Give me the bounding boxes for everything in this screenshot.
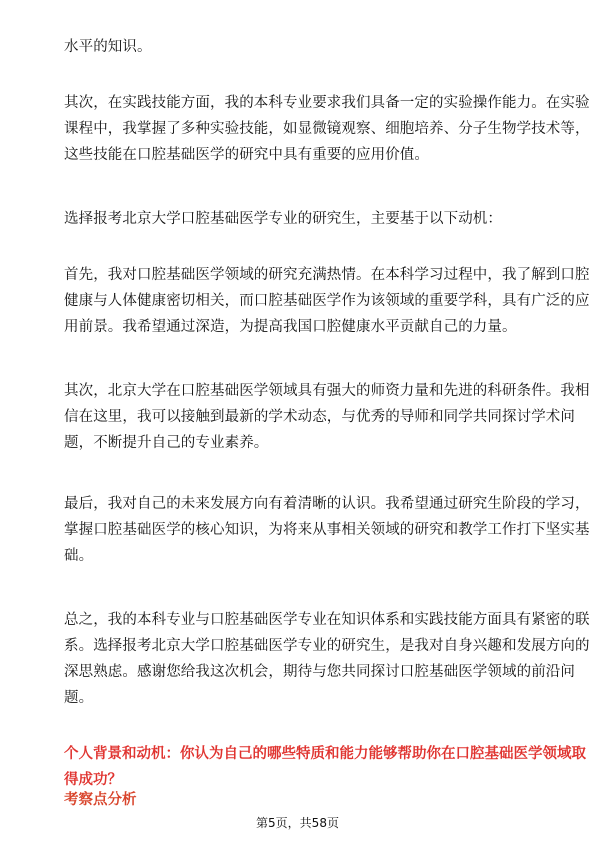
text-line: 首先，我对口腔基础医学领域的研究充满热情。在本科学习过程中，我了解到口腔 bbox=[64, 267, 590, 283]
page-number: 第5页，共58页 bbox=[256, 816, 339, 830]
paragraph-conclusion bbox=[64, 607, 590, 711]
text-line: 课程中，我掌握了多种实验技能，如显微镜观察、细胞培养、分子生物学技术等， bbox=[64, 121, 590, 137]
text-line: 础。 bbox=[64, 548, 94, 564]
text-line: 水平的知识。 bbox=[64, 39, 152, 55]
text-line: 其次，在实践技能方面，我的本科专业要求我们具备一定的实验操作能力。在实验 bbox=[64, 95, 590, 111]
paragraph-motivation-intro bbox=[64, 206, 536, 232]
text-line: 这些技能在口腔基础医学的研究中具有重要的应用价值。 bbox=[64, 147, 429, 163]
text-line: 最后，我对自己的未来发展方向有着清晰的认识。我希望通过研究生阶段的学习， bbox=[64, 496, 590, 512]
text-line: 用前景。我希望通过深造，为提高我国口腔健康水平贡献自己的力量。 bbox=[64, 319, 517, 335]
text-line: 总之，我的本科专业与口腔基础医学专业在知识体系和实践技能方面具有紧密的联 bbox=[64, 612, 590, 628]
text-line: 选择报考北京大学口腔基础医学专业的研究生，主要基于以下动机： bbox=[64, 211, 502, 227]
paragraph-first-motivation bbox=[64, 262, 590, 340]
paragraph-practical-skills bbox=[64, 90, 590, 168]
paragraph-continuation bbox=[64, 34, 536, 60]
paragraph-second-motivation bbox=[64, 378, 590, 456]
text-line: 题。 bbox=[64, 690, 94, 706]
text-line: 掌握口腔基础医学的核心知识，为将来从事相关领域的研究和教学工作打下坚实基 bbox=[64, 522, 590, 538]
text-line: 信在这里，我可以接触到最新的学术动态，与优秀的导师和同学共同探讨学术问 bbox=[64, 409, 575, 425]
text-line: 系。选择报考北京大学口腔基础医学专业的研究生，是我对自身兴趣和发展方向的 bbox=[64, 638, 590, 654]
text-line: 深思熟虑。感谢您给我这次机会，期待与您共同探讨口腔基础医学领域的前沿问 bbox=[64, 664, 575, 680]
section-title: 考察点分析 bbox=[64, 792, 137, 808]
question-line: 个人背景和动机：你认为自己的哪些特质和能力能够帮助你在口腔基础医学领域取 bbox=[64, 746, 586, 762]
text-line: 健康与人体健康密切相关，而口腔基础医学作为该领域的重要学科，具有广泛的应 bbox=[64, 293, 590, 309]
text-line: 其次，北京大学在口腔基础医学领域具有强大的师资力量和先进的科研条件。我相 bbox=[64, 383, 590, 399]
paragraph-last-motivation bbox=[64, 491, 590, 569]
question-heading bbox=[64, 741, 586, 793]
question-line: 得成功？ bbox=[64, 772, 122, 788]
text-line: 题，不断提升自己的专业素养。 bbox=[64, 435, 269, 451]
